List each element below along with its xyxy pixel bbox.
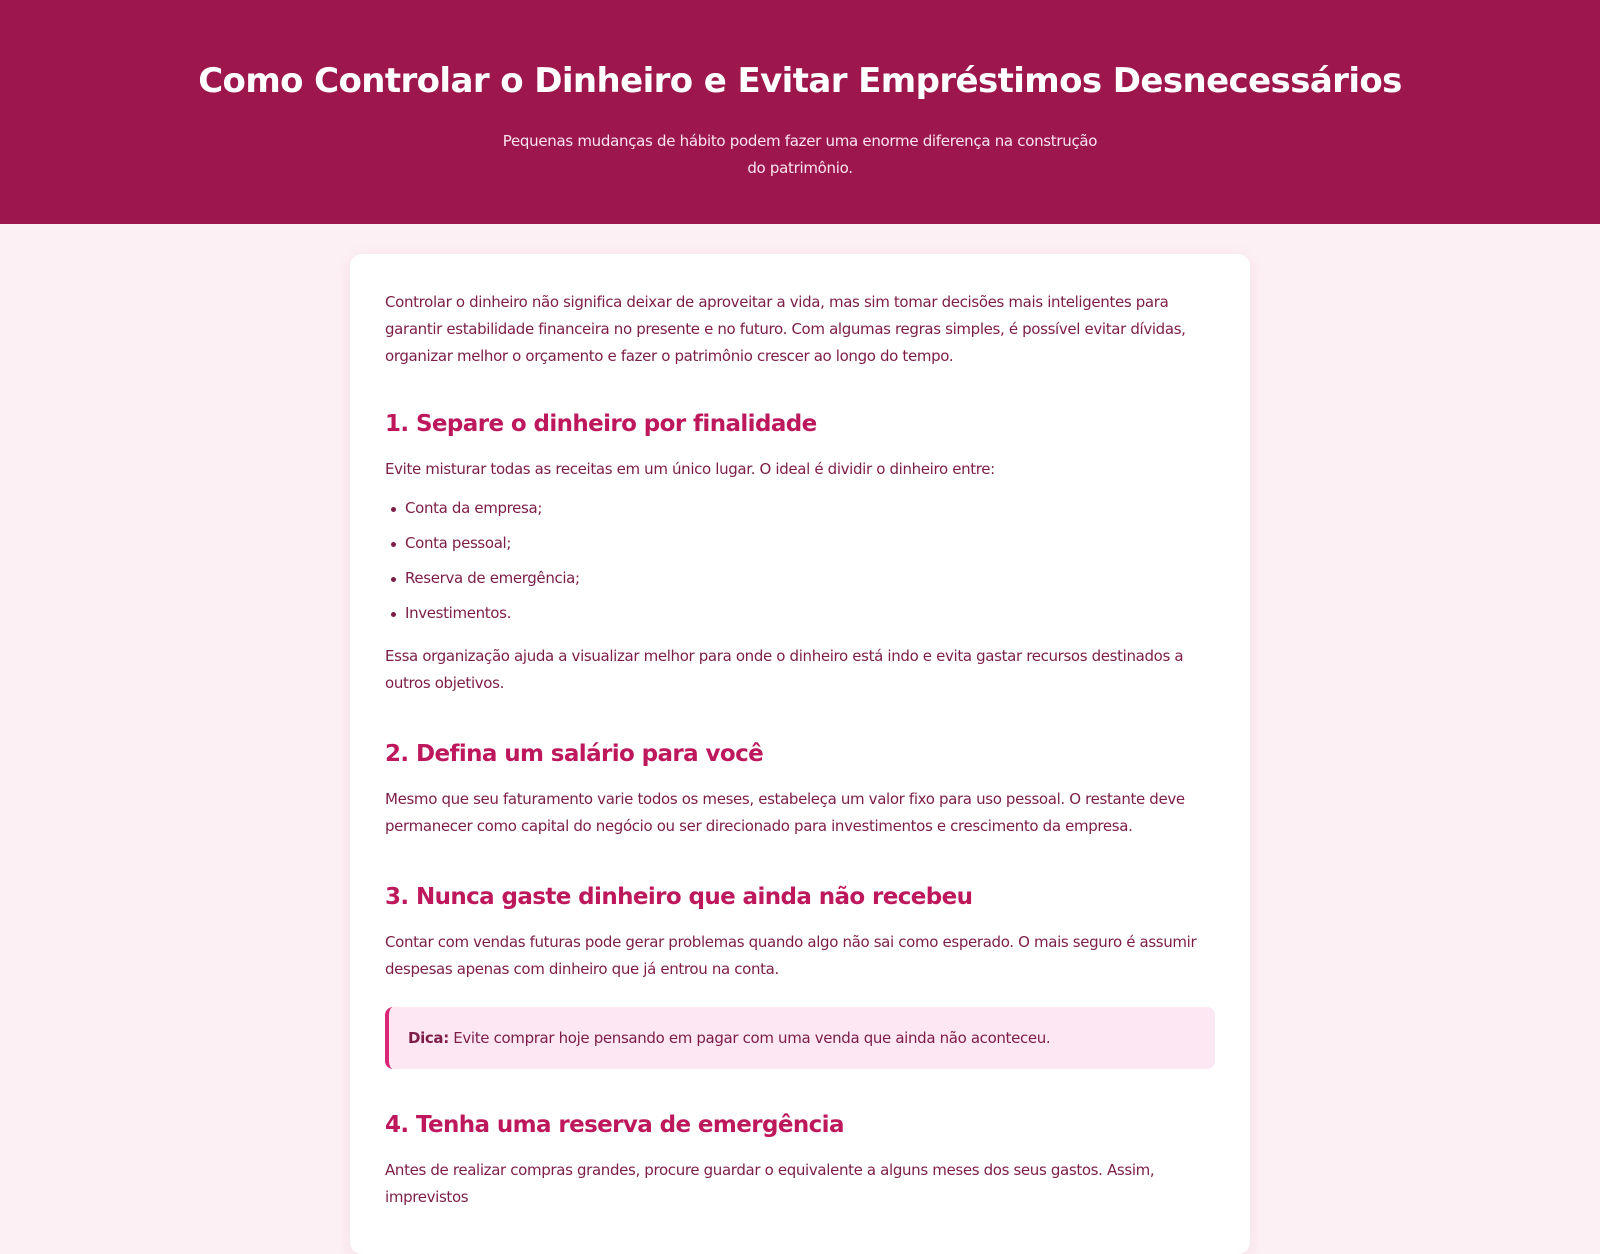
section-heading: 2. Defina um salário para você bbox=[385, 741, 764, 767]
section-paragraph: Antes de realizar compras grandes, procure guardar o equivalente a alguns meses dos seus gastos. Assim, imprevistos bbox=[385, 1161, 1155, 1206]
page-title: Como Controlar o Dinheiro e Evitar Empréstimos Desnecessários bbox=[198, 61, 1402, 101]
list-item: Investimentos. bbox=[405, 600, 1215, 627]
section-heading: 1. Separe o dinheiro por finalidade bbox=[385, 411, 817, 437]
list-item: Conta pessoal; bbox=[405, 530, 1215, 557]
section-emergency-reserve bbox=[385, 1109, 1215, 1211]
tip-label: Dica: bbox=[408, 1029, 449, 1047]
section-paragraph: Contar com vendas futuras pode gerar problemas quando algo não sai como esperado. O mais seguro é assumir despesas apenas com dinheiro que já entrou na conta. bbox=[385, 933, 1197, 978]
tip-callout bbox=[385, 1007, 1215, 1069]
tip-text: Evite comprar hoje pensando em pagar com uma venda que ainda não aconteceu. bbox=[453, 1029, 1051, 1047]
page-subtitle: Pequenas mudanças de hábito podem fazer uma enorme diferença na construção do patrimônio. bbox=[502, 132, 1098, 177]
section-heading: 3. Nunca gaste dinheiro que ainda não recebeu bbox=[385, 884, 973, 910]
finalidade-list bbox=[385, 495, 1215, 627]
section-paragraph: Mesmo que seu faturamento varie todos os meses, estabeleça um valor fixo para uso pessoal. O restante deve permanecer como capital do negócio ou ser direcionado para investimentos e crescimento da empresa. bbox=[385, 790, 1185, 835]
section-separate-money bbox=[385, 408, 1215, 697]
article-card bbox=[350, 254, 1250, 1254]
section-heading: 4. Tenha uma reserva de emergência bbox=[385, 1112, 844, 1138]
list-item: Conta da empresa; bbox=[405, 495, 1215, 522]
section-paragraph: Essa organização ajuda a visualizar melhor para onde o dinheiro está indo e evita gastar recursos destinados a outros objetivos. bbox=[385, 647, 1184, 692]
page-header bbox=[0, 0, 1600, 224]
list-item: Reserva de emergência; bbox=[405, 565, 1215, 592]
section-no-future-spending bbox=[385, 881, 1215, 1069]
section-paragraph: Evite misturar todas as receitas em um único lugar. O ideal é dividir o dinheiro entre: bbox=[385, 460, 995, 478]
section-salary bbox=[385, 738, 1215, 840]
intro-paragraph: Controlar o dinheiro não significa deixar de aproveitar a vida, mas sim tomar decisões mais inteligentes para garantir estabilidade financeira no presente e no futuro. Com algumas regras simples, é possível evitar dívidas, organizar melhor o orçamento e fazer o patrimônio crescer ao longo do tempo. bbox=[385, 293, 1186, 365]
